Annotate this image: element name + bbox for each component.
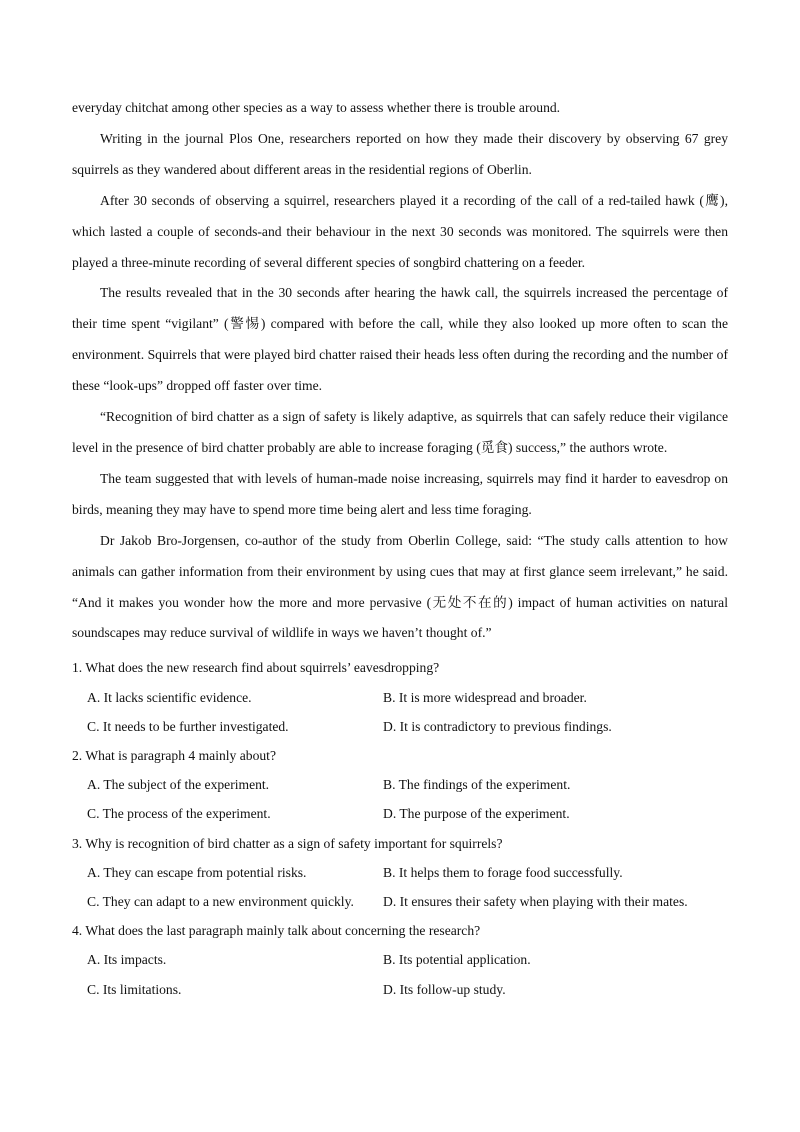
option-d: D. It ensures their safety when playing with their mates. [383,893,688,909]
option-b: B. Its potential application. [383,952,531,968]
passage-paragraph-3: After 30 seconds of observing a squirrel, researchers played it a recording of the call of a red-tailed hawk (鹰), which lasted a couple of seconds-and their behaviour in the next 30 seconds was monitored. The squirrels were then played a three-minute recording of several different species of songbird chattering on a feeder. [72,192,728,270]
option-a: A. They can escape from potential risks. [87,864,307,880]
passage-paragraph-1: everyday chitchat among other species as a way to assess whether there is trouble around. [72,100,561,115]
option-b: B. It is more widespread and broader. [383,689,587,705]
passage-paragraph-6: The team suggested that with levels of human-made noise increasing, squirrels may find it harder to eavesdrop on birds, meaning they may have to spend more time being alert and less time foraging. [72,470,728,517]
option-b: B. It helps them to forage food successfully. [383,864,623,880]
question-stem: 2. What is paragraph 4 mainly about? [72,747,276,763]
option-c: C. Its limitations. [87,981,182,997]
question-2 [72,741,728,829]
passage-paragraph-5: “Recognition of bird chatter as a sign of safety is likely adaptive, as squirrels that can safely reduce their vigilance level in the presence of bird chatter probably are able to increase foraging (觅食) success,” the authors wrote. [72,409,728,455]
question-stem: 3. Why is recognition of bird chatter as a sign of safety important for squirrels? [72,835,503,851]
option-d: D. The purpose of the experiment. [383,806,570,822]
option-a: A. It lacks scientific evidence. [87,689,252,705]
option-d: D. Its follow-up study. [383,981,506,997]
question-1 [72,653,728,741]
option-c: C. It needs to be further investigated. [87,718,289,734]
option-b: B. The findings of the experiment. [383,777,571,793]
question-stem: 1. What does the new research find about squirrels’ eavesdropping? [72,660,440,676]
question-4 [72,916,728,1004]
document-page [72,93,728,1004]
question-3 [72,829,728,917]
passage-paragraph-7: Dr Jakob Bro-Jorgensen, co-author of the study from Oberlin College, said: “The study calls attention to how animals can gather information from their environment by using cues that may at first glance seem irrelevant,” he said. “And it makes you wonder how the more and more pervasive (无处不在的) impact of human activities on natural soundscapes may reduce survival of wildlife in ways we haven’t thought of.” [72,532,728,641]
passage-paragraph-2: Writing in the journal Plos One, researchers reported on how they made their discovery by observing 67 grey squirrels as they wandered about different areas in the residential regions of Oberlin. [72,130,728,177]
question-list [72,653,728,1003]
option-c: C. The process of the experiment. [87,806,271,822]
option-c: C. They can adapt to a new environment quickly. [87,893,354,909]
passage-paragraph-4: The results revealed that in the 30 seconds after hearing the hawk call, the squirrels increased the percentage of their time spent “vigilant” (警惕) compared with before the call, while they also looked up more often to scan the environment. Squirrels that were played bird chatter raised their heads less often during the recording and the number of these “look-ups” dropped off faster over time. [72,285,728,394]
question-stem: 4. What does the last paragraph mainly talk about concerning the research? [72,923,481,939]
reading-passage [72,93,728,649]
option-a: A. The subject of the experiment. [87,777,270,793]
option-d: D. It is contradictory to previous findings. [383,718,612,734]
option-a: A. Its impacts. [87,952,167,968]
